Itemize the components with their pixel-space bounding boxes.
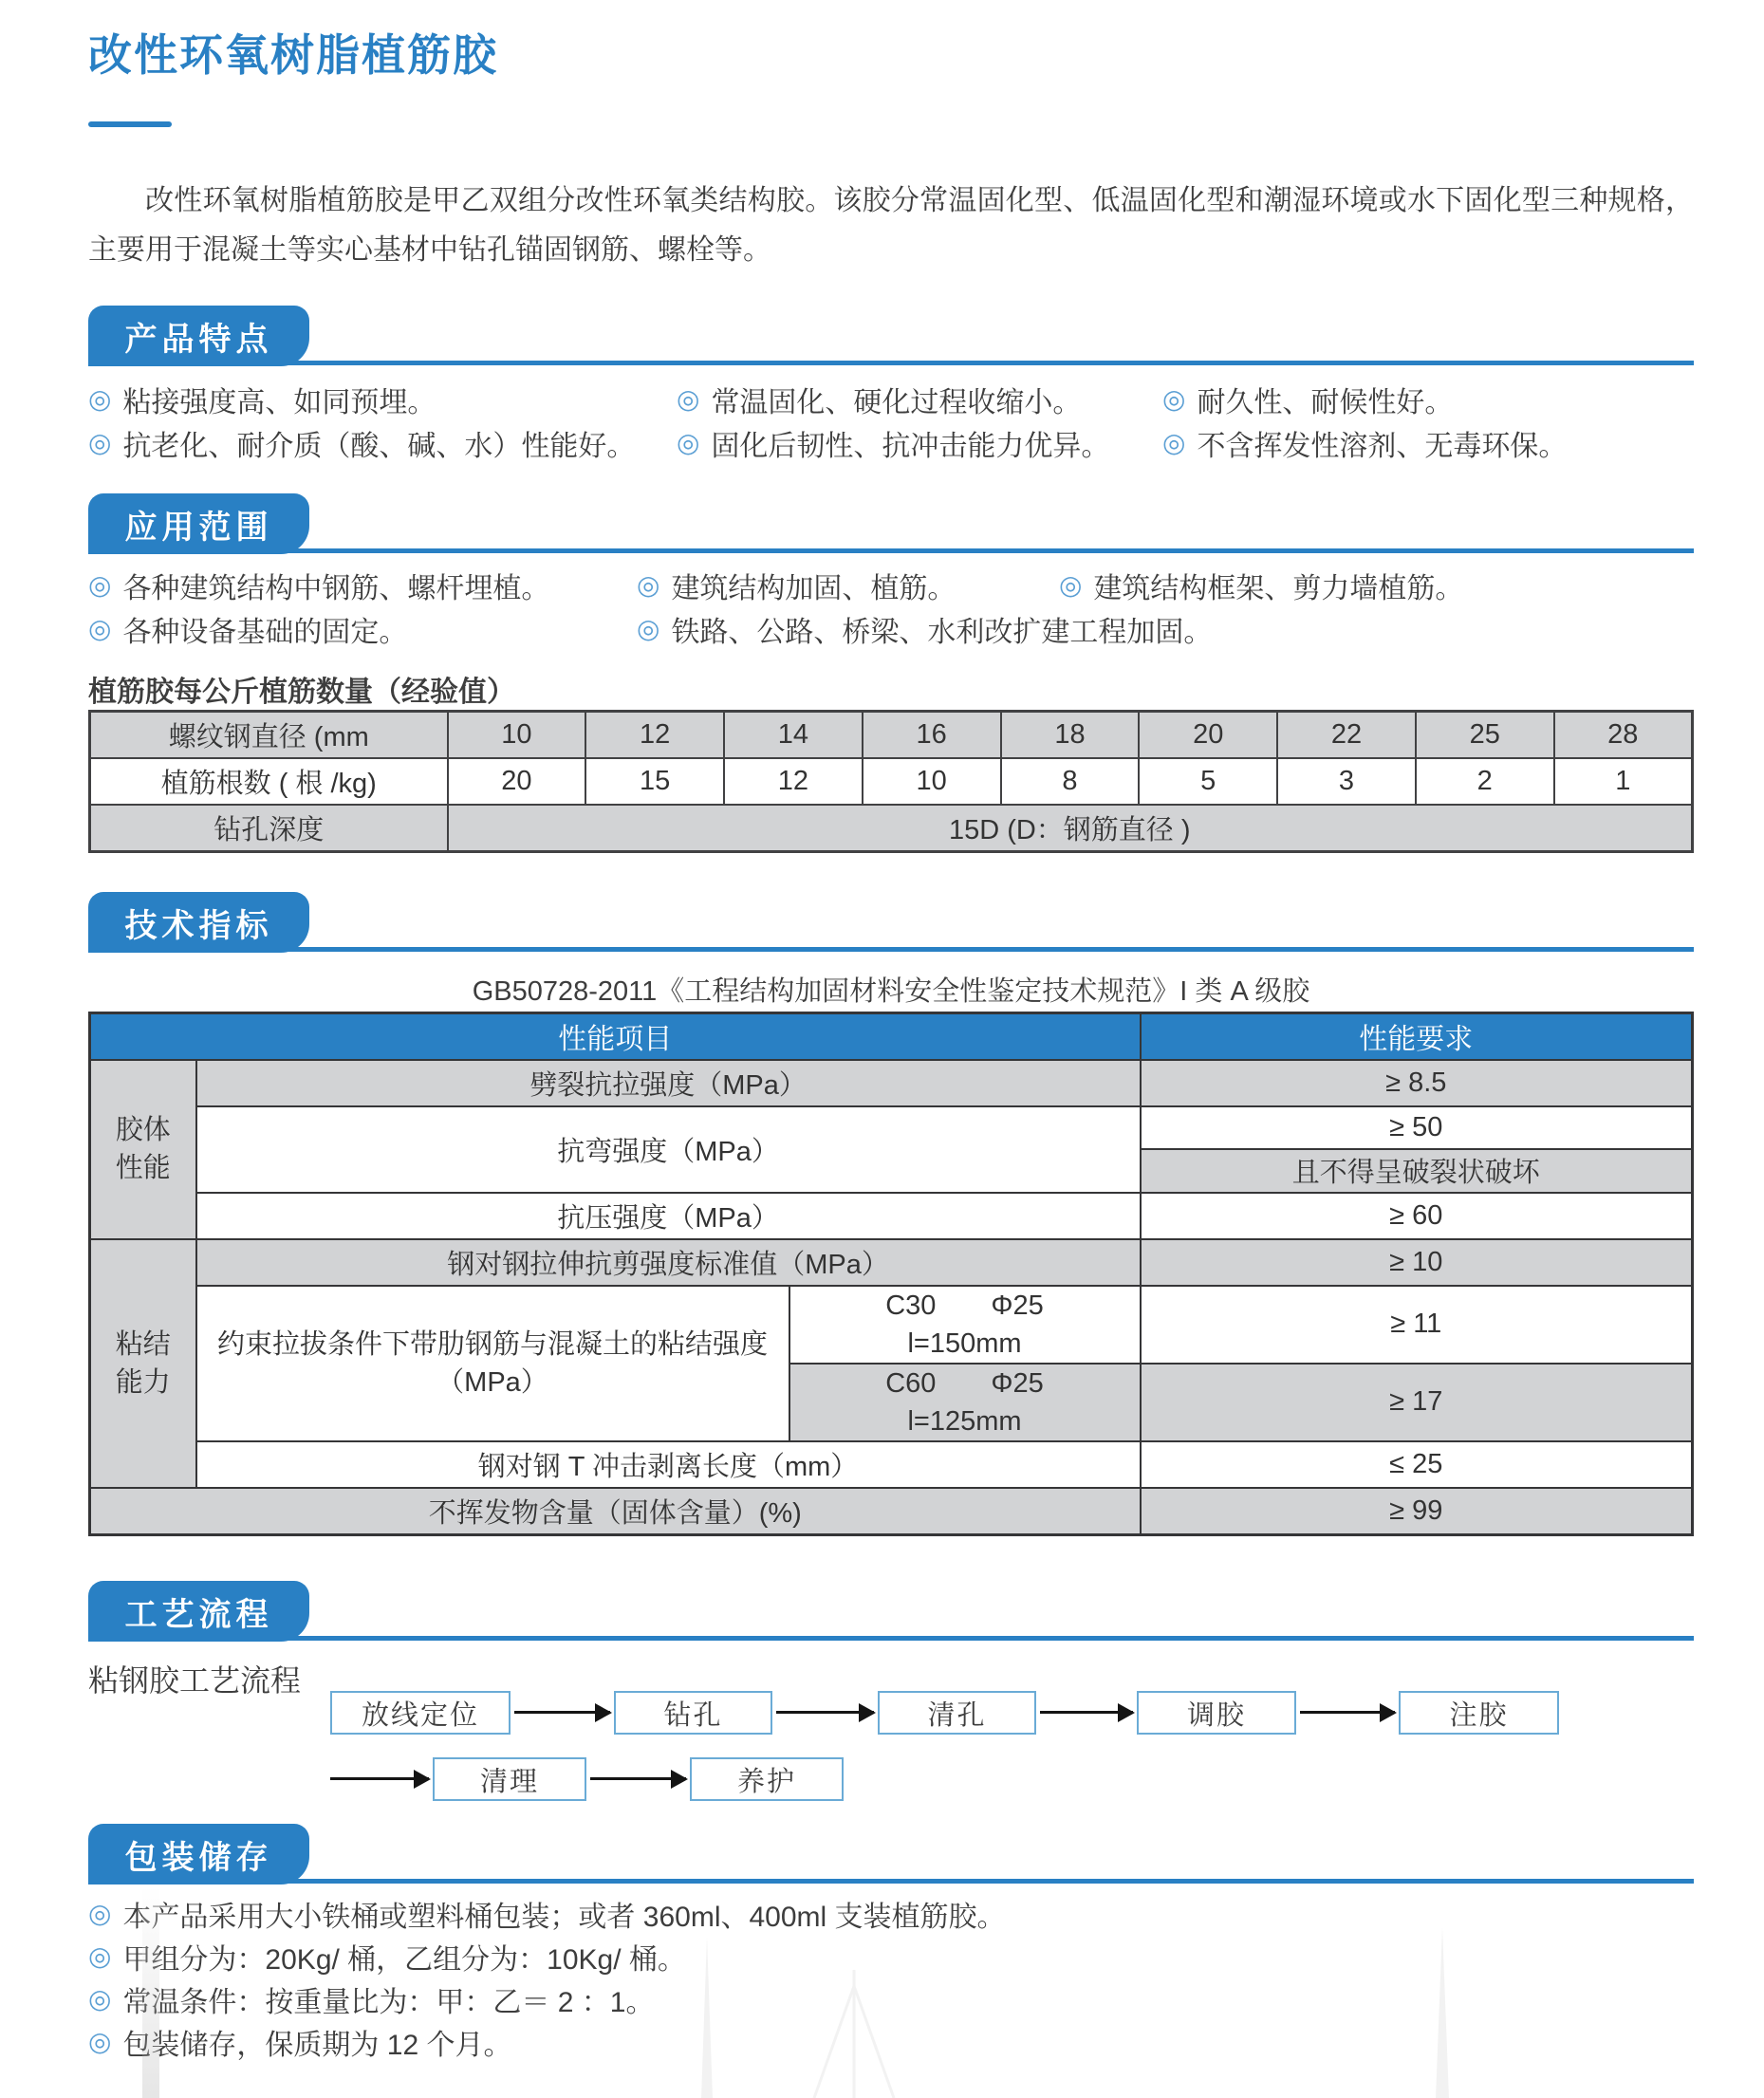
bullseye-bullet-icon: ◎ [88,384,112,414]
req-cell: ≥ 50 [1141,1106,1693,1149]
section-divider-line [88,947,1694,952]
feature-text: 不含挥发性溶剂、无毒环保。 [1197,431,1568,462]
cell: 18 [1001,712,1140,759]
packaging-text: 包装储存，保质期为 12 个月。 [122,2029,512,2061]
tech-badge [88,892,309,953]
flow-arrow-icon [590,1777,686,1780]
features-heading: 产品特点 [124,321,273,358]
cell: 20 [1139,712,1277,759]
features-badge [88,306,309,366]
cell: 16 [863,712,1001,759]
feature-item [677,427,1162,462]
section-divider-line [88,1636,1694,1641]
flow-arrow-icon [330,1777,429,1780]
bullseye-bullet-icon: ◎ [677,428,700,457]
cell: 15 [585,758,724,805]
req-cell: ≥ 8.5 [1141,1060,1693,1106]
bullseye-bullet-icon: ◎ [88,570,112,600]
req-cell: 且不得呈破裂状破坏 [1141,1149,1693,1193]
applications-badge [88,493,309,554]
merged-cell: 15D (D：钢筋直径 ) [448,805,1693,852]
flow-arrow-icon [514,1711,610,1714]
bullseye-bullet-icon: ◎ [1162,384,1186,414]
process-flowchart [88,1681,1694,1814]
item-cell: 钢对钢拉伸抗剪强度标准值（MPa） [196,1239,1141,1286]
spec-line: C60 Φ25 [885,1367,1044,1399]
feature-item [88,427,677,462]
rebar-table-caption: 植筋胶每公斤植筋数量（经验值） [88,677,515,708]
process-heading: 工艺流程 [124,1596,273,1633]
application-text: 各种建筑结构中钢筋、螺杆埋植。 [122,573,550,604]
table-row [90,712,1693,759]
packaging-text: 甲组分为：20Kg/ 桶，乙组分为：10Kg/ 桶。 [122,1943,686,1976]
cell: 5 [1139,758,1277,805]
table-row [90,1193,1693,1239]
tech-heading: 技术指标 [124,907,273,944]
spec-line: C30 Φ25 [885,1290,1044,1321]
packaging-text: 常温条件：按重量比为：甲：乙＝ 2 ：1。 [122,1986,655,2018]
flow-step-box: 钻孔 [614,1691,772,1735]
table-row [90,1239,1693,1286]
req-cell: ≥ 99 [1141,1488,1693,1535]
application-item [88,569,637,602]
features-list [88,383,1694,462]
rebar-quantity-table [88,710,1694,853]
section-divider-line [88,361,1694,365]
table-row [90,1441,1693,1488]
table-row [90,805,1693,852]
col-header-item: 性能项目 [90,1013,1141,1060]
feature-item [677,383,1162,416]
bullseye-bullet-icon: ◎ [88,2026,112,2056]
group-label-line: 胶体 [115,1115,171,1145]
req-cell: ≥ 17 [1141,1364,1693,1441]
bullseye-bullet-icon: ◎ [88,428,112,457]
intro-paragraph: 改性环氧树脂植筋胶是甲乙双组分改性环氧类结构胶。该胶分常温固化型、低温固化型和潮湿环境或水下固化型三种规格，主要用于混凝土等实心基材中钻孔锚固钢筋、螺栓等。 [88,185,1694,266]
spec-cell [789,1364,1141,1441]
cell: 8 [1001,758,1140,805]
group-cell [90,1060,196,1239]
feature-item [1162,427,1694,462]
packaging-badge [88,1824,309,1884]
feature-text: 粘接强度高、如同预埋。 [122,387,436,418]
packaging-text: 本产品采用大小铁桶或塑料桶包装；或者 360ml、400ml 支装植筋胶。 [122,1901,1006,1933]
flow-step-box: 调胶 [1137,1691,1296,1735]
flow-step-box: 清孔 [878,1691,1036,1735]
feature-text: 常温固化、硬化过程收缩小。 [711,387,1082,418]
item-line: 约束拉拔条件下带肋钢筋与混凝土的粘结强度 [216,1328,768,1360]
application-item [88,613,637,648]
bullseye-bullet-icon: ◎ [88,1898,112,1928]
bullseye-bullet-icon: ◎ [637,614,660,643]
item-cell: 劈裂抗拉强度（MPa） [196,1060,1141,1106]
applications-heading: 应用范围 [124,509,273,546]
process-subtitle: 粘钢胶工艺流程 [88,1663,302,1698]
packaging-section-header [88,1824,1694,1884]
features-section-header [88,306,1694,366]
item-cell: 抗弯强度（MPa） [196,1106,1141,1193]
process-badge [88,1581,309,1642]
row-label: 螺纹钢直径 (mm [90,712,448,759]
standard-note: GB50728-2011《工程结构加固材料安全性鉴定技术规范》I 类 A 级胶 [472,976,1310,1007]
application-item [637,569,1059,602]
flow-step-box: 放线定位 [330,1691,511,1735]
cell: 12 [585,712,724,759]
bullseye-bullet-icon: ◎ [677,384,700,414]
cell: 28 [1554,712,1693,759]
item-cell: 抗压强度（MPa） [196,1193,1141,1239]
cell: 2 [1416,758,1554,805]
feature-text: 固化后韧性、抗冲击能力优异。 [711,431,1110,462]
flow-step-box: 养护 [690,1757,844,1801]
application-item [637,613,1213,648]
table-row [90,1286,1693,1364]
cell: 1 [1554,758,1693,805]
packaging-item [88,1898,1006,1933]
cell: 25 [1416,712,1554,759]
spec-cell [789,1286,1141,1364]
cell: 12 [724,758,863,805]
applications-section-header [88,493,1694,554]
bullseye-bullet-icon: ◎ [1162,428,1186,457]
row-label: 钻孔深度 [90,805,448,852]
feature-item [88,383,677,416]
group-label-line: 粘结 [115,1328,171,1360]
group-label-line: 性能 [115,1153,171,1183]
req-cell: ≥ 60 [1141,1193,1693,1239]
req-cell: ≤ 25 [1141,1441,1693,1488]
group-label-line: 能力 [115,1366,171,1398]
bullseye-bullet-icon: ◎ [1059,570,1083,600]
bullseye-bullet-icon: ◎ [88,1983,112,2014]
flow-step-box: 注胶 [1399,1691,1559,1735]
watermark-streak [142,1886,159,2098]
tech-section-header [88,892,1694,953]
item-cell [196,1286,789,1441]
cell: 3 [1277,758,1416,805]
section-divider-line [88,548,1694,553]
req-cell: ≥ 11 [1141,1286,1693,1364]
application-text: 各种设备基础的固定。 [122,617,408,648]
spec-line: l=125mm [907,1405,1022,1437]
cell: 10 [863,758,1001,805]
cell: 14 [724,712,863,759]
item-line: （MPa） [436,1366,548,1398]
item-cell: 钢对钢 T 冲击剥离长度（mm） [196,1441,1141,1488]
table-row [90,1060,1693,1106]
table-row [90,758,1693,805]
cell: 20 [448,758,586,805]
applications-list [88,569,1694,648]
application-text: 铁路、公路、桥梁、水利改扩建工程加固。 [671,617,1213,648]
feature-text: 耐久性、耐候性好。 [1197,387,1454,418]
feature-item [1162,383,1694,416]
application-item [1059,569,1694,602]
bullseye-bullet-icon: ◎ [637,570,660,600]
bullseye-bullet-icon: ◎ [88,1940,112,1971]
col-header-req: 性能要求 [1141,1013,1693,1060]
page-title: 改性环氧树脂植筋胶 [88,30,498,80]
flow-arrow-icon [1300,1711,1395,1714]
bullseye-bullet-icon: ◎ [88,614,112,643]
table-row [90,1106,1693,1149]
watermark-bridge-graphic [569,1927,1613,2098]
flow-arrow-icon [776,1711,874,1714]
req-cell: ≥ 10 [1141,1239,1693,1286]
feature-text: 抗老化、耐介质（酸、碱、水）性能好。 [122,431,636,462]
flow-arrow-icon [1040,1711,1133,1714]
item-cell: 不挥发物含量（固体含量）(%) [90,1488,1141,1535]
cell: 22 [1277,712,1416,759]
application-text: 建筑结构加固、植筋。 [671,573,956,604]
group-cell [90,1239,196,1488]
table-header-row [90,1013,1693,1060]
process-section-header [88,1581,1694,1642]
flow-step-box: 清理 [433,1757,586,1801]
row-label: 植筋根数 ( 根 /kg) [90,758,448,805]
title-underline-dash [88,121,172,127]
application-text: 建筑结构框架、剪力墙植筋。 [1093,573,1464,604]
section-divider-line [88,1879,1694,1884]
cell: 10 [448,712,586,759]
spec-line: l=150mm [907,1327,1022,1359]
packaging-heading: 包装储存 [124,1839,273,1876]
tech-indicators-table [88,1012,1694,1536]
table-row [90,1488,1693,1535]
